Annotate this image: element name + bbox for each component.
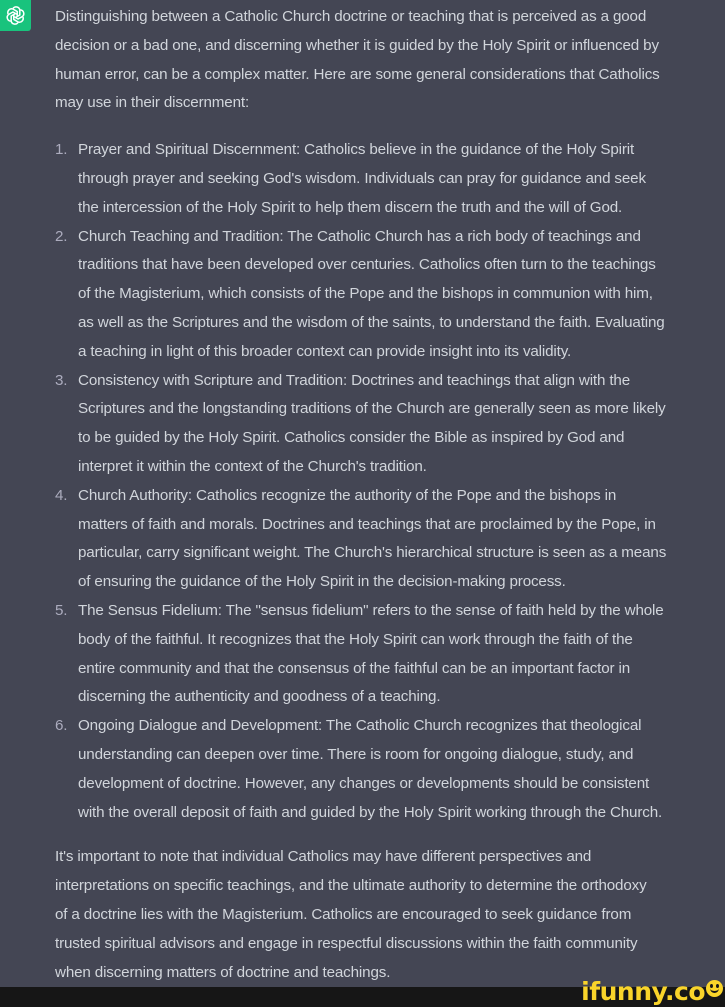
text-line: interpretations on specific teachings, and the ultimate authority to determine the orthodoxy [55,877,647,895]
text-line: when discerning matters of doctrine and teachings. [55,963,391,981]
list-item-sensus-fidelium [55,597,725,712]
watermark-text: ifunny.co [581,977,705,1006]
text-line: body of the faithful. It recognizes that the Holy Spirit can work through the faith of the [78,630,633,648]
text-line: discerning the authenticity and goodness of a teaching. [78,688,441,706]
text-line: entire community and that the consensus of the faithful can be an important factor in [78,659,631,677]
text-line: Distinguishing between a Catholic Church doctrine or teaching that is perceived as a good [55,8,647,25]
text-line: human error, can be a complex matter. Here are some general considerations that Catholics [55,65,660,83]
considerations-list [55,136,725,827]
list-number: 5. [55,601,68,619]
assistant-avatar [0,0,31,31]
text-line: of the Magisterium, which consists of the Pope and the bishops in communion with him, [78,285,653,303]
intro-paragraph [55,3,725,118]
text-line: decision or a bad one, and discerning whether it is guided by the Holy Spirit or influenced by [55,36,659,54]
text-line: Ongoing Dialogue and Development: The Catholic Church recognizes that theological [78,717,642,735]
text-line: interpret it within the context of the Church's tradition. [78,457,427,475]
list-number: 2. [55,227,68,245]
text-line: understanding can deepen over time. There is room for ongoing dialogue, study, and [78,745,634,763]
text-line: the intercession of the Holy Spirit to help them discern the truth and the will of God. [78,198,623,216]
text-line: Consistency with Scripture and Tradition: Doctrines and teachings that align with the [78,371,631,389]
list-item-prayer [55,136,725,222]
text-line: of ensuring the guidance of the Holy Spirit in the decision-making process. [78,573,566,591]
text-line: as well as the Scriptures and the wisdom of the saints, to understand the faith. Evaluating [78,313,665,331]
ifunny-watermark [581,978,723,1006]
text-line: It's important to note that individual Catholics may have different perspectives and [55,848,592,866]
text-line: to be guided by the Holy Spirit. Catholics consider the Bible as inspired by God and [78,429,625,447]
list-item-church-teaching [55,223,725,367]
list-number: 3. [55,371,68,389]
list-item-church-authority [55,482,725,597]
text-line: a teaching in light of this broader context can provide insight into its validity. [78,342,572,360]
text-line: with the overall deposit of faith and guided by the Holy Spirit working through the Church. [78,803,663,821]
list-item-ongoing-dialogue [55,712,725,827]
text-line: Church Teaching and Tradition: The Catholic Church has a rich body of teachings and [78,227,641,245]
smiley-face-icon [706,980,723,997]
text-line: The Sensus Fidelium: The "sensus fidelium" refers to the sense of faith held by the whole [78,601,664,619]
list-number: 4. [55,486,68,504]
list-number: 1. [55,141,68,159]
text-line: matters of faith and morals. Doctrines and teachings that are proclaimed by the Pope, in [78,515,656,533]
text-line: traditions that have been developed over centuries. Catholics often turn to the teachings [78,256,656,274]
text-line: trusted spiritual advisors and engage in respectful discussions within the faith community [55,934,638,952]
text-line: may use in their discernment: [55,94,250,112]
text-line: Prayer and Spiritual Discernment: Catholics believe in the guidance of the Holy Spirit [78,141,635,159]
text-line: of a doctrine lies with the Magisterium. Catholics are encouraged to seek guidance from [55,905,632,923]
message-content [55,3,725,987]
list-item-consistency [55,367,725,482]
conclusion-paragraph [55,843,725,987]
list-number: 6. [55,717,68,735]
openai-logo-icon [4,4,27,27]
text-line: through prayer and seeking God's wisdom. Individuals can pray for guidance and seek [78,169,646,187]
text-line: Scriptures and the longstanding traditions of the Church are generally seen as more likely [78,400,666,418]
text-line: particular, carry significant weight. The Church's hierarchical structure is seen as a means [78,544,667,562]
text-line: Church Authority: Catholics recognize the authority of the Pope and the bishops in [78,486,617,504]
text-line: development of doctrine. However, any changes or developments should be consistent [78,774,650,792]
